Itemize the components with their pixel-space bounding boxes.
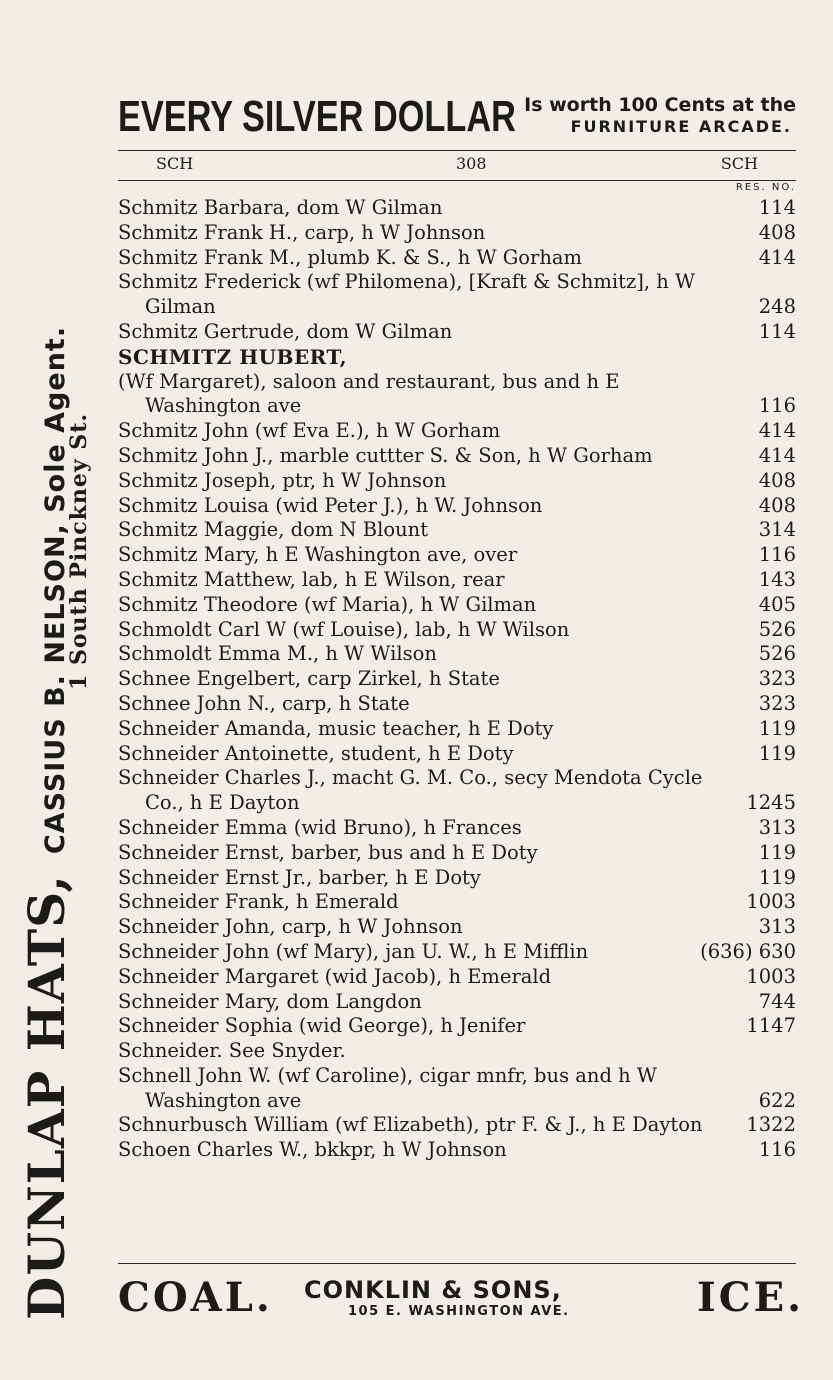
- directory-entry: [118, 766, 796, 816]
- residence-number: 314: [758, 518, 796, 542]
- directory-entry: [118, 816, 796, 841]
- residence-number: 405: [758, 592, 796, 616]
- entry-text: Schmitz Barbara, dom W Gilman: [118, 196, 443, 219]
- footer-advertisement: [118, 1270, 804, 1330]
- directory-entry: [118, 196, 796, 221]
- entry-text: Schnee John N., carp, h State: [118, 691, 410, 715]
- entry-text: Schmitz Frederick (wf Philomena), [Kraft & Schmitz], h W Gilman: [118, 270, 696, 319]
- residence-number: 323: [758, 667, 796, 691]
- residence-number: 116: [758, 543, 796, 567]
- entry-text: Schmitz Gertrude, dom W Gilman: [118, 319, 453, 343]
- residence-number: 408: [758, 468, 796, 492]
- directory-entry: [118, 270, 796, 320]
- header-ad-line2: FURNITURE ARCADE.: [570, 117, 792, 136]
- directory-entry: [118, 618, 796, 643]
- entry-text: Schneider Margaret (wid Jacob), h Emerald: [118, 964, 552, 988]
- residence-number: 414: [758, 443, 796, 467]
- entry-text: Schmitz Matthew, lab, h E Wilson, rear: [118, 567, 505, 591]
- residence-number: 119: [758, 865, 796, 889]
- residence-number: 1322: [746, 1113, 796, 1137]
- entry-text: Schoen Charles W., bkkpr, h W Johnson: [118, 1138, 507, 1162]
- directory-entry: [118, 890, 796, 915]
- residence-number: 114: [758, 319, 796, 343]
- entry-text: Schmoldt Emma M., h W Wilson: [118, 642, 437, 666]
- entry-text: Schneider Mary, dom Langdon: [118, 989, 422, 1013]
- entry-text: Schneider John (wf Mary), jan U. W., h E Mifflin: [118, 939, 589, 963]
- directory-entry: [118, 469, 796, 494]
- running-head-right: SCH: [720, 154, 758, 173]
- directory-entry: [118, 990, 796, 1015]
- directory-listing: [118, 196, 796, 1163]
- entry-text: Schneider. See Snyder.: [118, 1039, 346, 1063]
- directory-entry: [118, 543, 796, 568]
- residence-number: 313: [758, 815, 796, 839]
- directory-entry: [118, 1039, 796, 1064]
- directory-entry: [118, 444, 796, 469]
- residence-number: 119: [758, 716, 796, 740]
- entry-text: Schneider Ernst Jr., barber, h E Doty: [118, 865, 481, 889]
- directory-entry: [118, 221, 796, 246]
- residence-number: 116: [758, 394, 796, 418]
- residence-number: 313: [758, 915, 796, 939]
- entry-text: Schneider Charles J., macht G. M. Co., secy Mendota Cycle Co., h E Dayton: [118, 766, 703, 815]
- directory-entry: [118, 692, 796, 717]
- side-ad-address: 1 South Pinckney St.: [66, 412, 92, 690]
- directory-entry: [118, 841, 796, 866]
- entry-text: Schneider John, carp, h W Johnson: [118, 915, 463, 939]
- entry-text: Schneider Ernst, barber, bus and h E Doty: [118, 840, 538, 864]
- directory-entry: [118, 1113, 796, 1138]
- footer-right-word: ICE.: [697, 1274, 804, 1321]
- directory-entry: [118, 940, 796, 965]
- entry-text: Schmitz Frank M., plumb K. & S., h W Gorham: [118, 245, 583, 269]
- header-ad-title: EVERY SILVER DOLLAR: [118, 92, 516, 141]
- entry-text: Schmitz Louisa (wid Peter J.), h W. Johnson: [118, 493, 543, 517]
- directory-entry: [118, 593, 796, 618]
- residence-number: 143: [758, 567, 796, 591]
- residence-number: 414: [758, 245, 796, 269]
- residence-number: 116: [758, 1138, 796, 1162]
- side-ad-title: DUNLAP HATS,: [17, 874, 76, 1320]
- residence-number: 323: [758, 691, 796, 715]
- entry-text: Schmitz John (wf Eva E.), h W Gorham: [118, 419, 501, 443]
- directory-entry: [118, 568, 796, 593]
- entry-text: Schneider Antoinette, student, h E Doty: [118, 741, 514, 765]
- residence-number: 408: [758, 220, 796, 244]
- entry-text: Schmitz Joseph, ptr, h W Johnson: [118, 468, 447, 492]
- directory-entry: [118, 866, 796, 891]
- residence-number: 119: [758, 741, 796, 765]
- residence-number: 622: [758, 1088, 796, 1112]
- side-ad-agent: CASSIUS B. NELSON, Sole Agent.: [40, 325, 71, 855]
- directory-entry: [118, 419, 796, 444]
- header-rule: [118, 150, 796, 151]
- footer-left-word: COAL.: [118, 1274, 273, 1321]
- entry-text: Schmitz Frank H., carp, h W Johnson: [118, 220, 486, 244]
- directory-entry: [118, 1138, 796, 1163]
- footer-rule: [118, 1263, 796, 1264]
- directory-entry: [118, 717, 796, 742]
- entry-text: Schnurbusch William (wf Elizabeth), ptr F. & J., h E Dayton: [118, 1113, 703, 1137]
- residence-number: 526: [758, 617, 796, 641]
- entry-heading: SCHMITZ HUBERT,: [118, 344, 348, 369]
- directory-entry: [118, 1014, 796, 1039]
- entry-list: [118, 196, 796, 1163]
- directory-entry: [118, 518, 796, 543]
- residence-number: 1003: [746, 890, 796, 914]
- residence-number: 1147: [746, 1014, 796, 1038]
- header-ad-line1: Is worth 100 Cents at the: [524, 94, 796, 116]
- residence-number: 408: [758, 493, 796, 517]
- directory-entry: [118, 320, 796, 345]
- directory-entry: [118, 965, 796, 990]
- running-head-left: SCH: [156, 154, 194, 173]
- header-advertisement: [118, 92, 798, 142]
- footer-firm: CONKLIN & SONS,: [304, 1276, 562, 1304]
- residence-number: 526: [758, 642, 796, 666]
- directory-entry: [118, 1064, 796, 1114]
- directory-entry: [118, 742, 796, 767]
- page-number: 308: [456, 154, 487, 173]
- directory-entry: [118, 246, 796, 271]
- running-head: [118, 154, 796, 176]
- entry-text: Schneider Emma (wid Bruno), h Frances: [118, 815, 522, 839]
- entry-text: Schmoldt Carl W (wf Louise), lab, h W Wilson: [118, 617, 570, 641]
- entry-text: Schmitz John J., marble cuttter S. & Son, h W Gorham: [118, 443, 653, 467]
- directory-entry: [118, 667, 796, 692]
- residence-number: 1003: [746, 964, 796, 988]
- directory-entry: [118, 345, 796, 419]
- residence-number: 1245: [746, 791, 796, 815]
- residence-number: 414: [758, 419, 796, 443]
- directory-entry: [118, 494, 796, 519]
- footer-address: 105 E. WASHINGTON AVE.: [348, 1304, 570, 1319]
- residence-number: 248: [758, 295, 796, 319]
- entry-text: Schmitz Theodore (wf Maria), h W Gilman: [118, 592, 537, 616]
- side-ad-main-line: [17, 325, 76, 1320]
- residence-number: 114: [758, 196, 796, 219]
- residence-number: (636) 630: [700, 939, 796, 963]
- directory-entry: [118, 642, 796, 667]
- residence-number: 119: [758, 840, 796, 864]
- directory-entry: [118, 915, 796, 940]
- residence-number: 744: [758, 989, 796, 1013]
- entry-text: Schnell John W. (wf Caroline), cigar mnfr, bus and h W Washington ave: [118, 1063, 657, 1112]
- entry-text: Schneider Sophia (wid George), h Jenifer: [118, 1014, 526, 1038]
- running-head-rule: [118, 180, 796, 181]
- entry-text: (Wf Margaret), saloon and restaurant, bus and h E Washington ave: [118, 369, 620, 418]
- entry-text: Schneider Frank, h Emerald: [118, 890, 399, 914]
- side-advertisement: [17, 90, 128, 1320]
- entry-text: Schnee Engelbert, carp Zirkel, h State: [118, 667, 500, 691]
- entry-text: Schneider Amanda, music teacher, h E Doty: [118, 716, 554, 740]
- entry-text: Schmitz Mary, h E Washington ave, over: [118, 543, 518, 567]
- entry-text: Schmitz Maggie, dom N Blount: [118, 518, 429, 542]
- column-label: RES. NO.: [735, 182, 796, 193]
